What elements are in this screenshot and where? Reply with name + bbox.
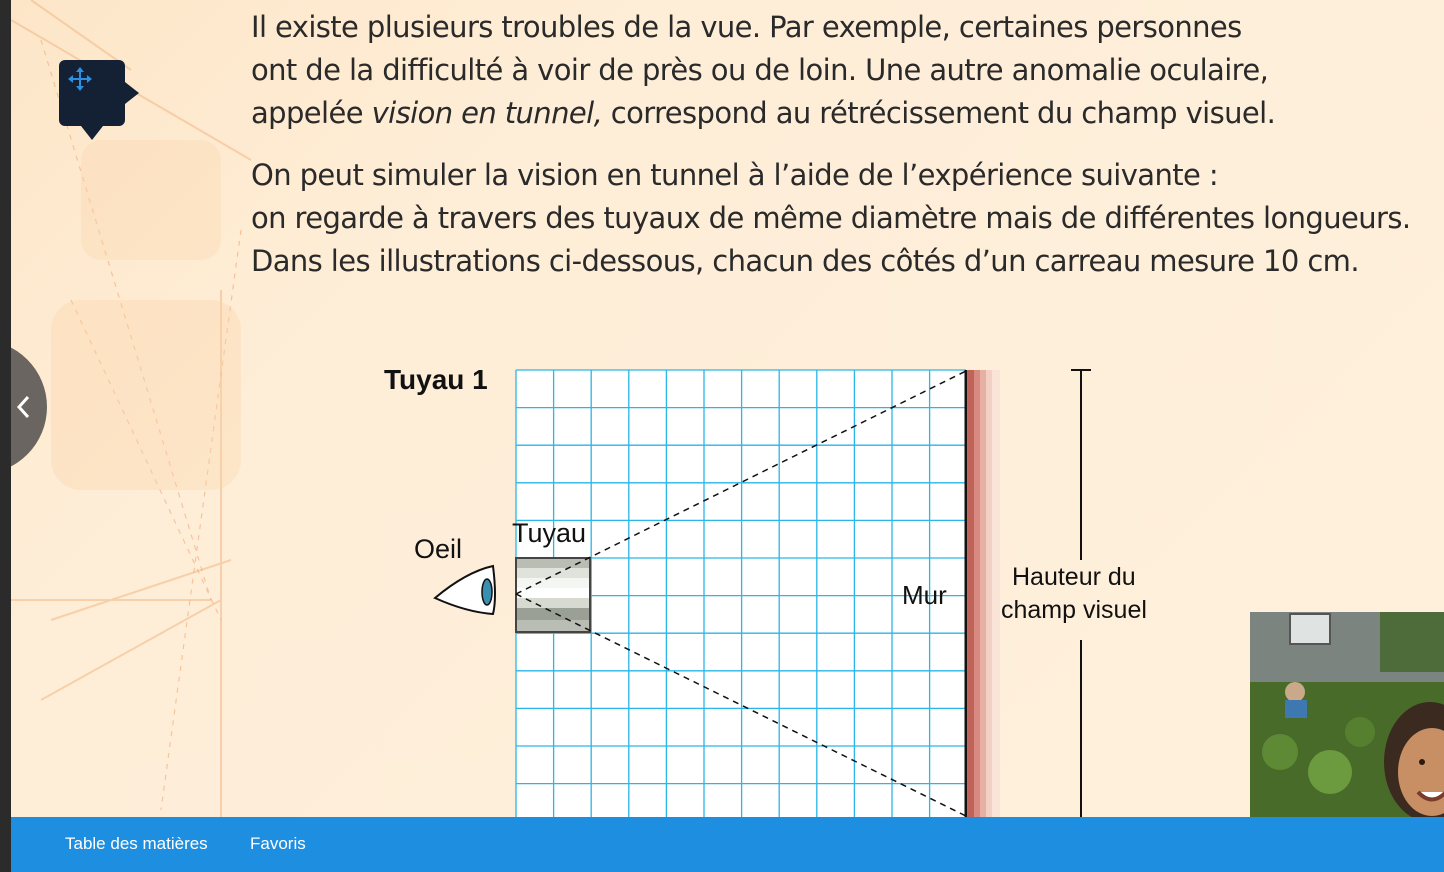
pipe-label: Tuyau bbox=[512, 518, 587, 548]
table-of-contents-button[interactable]: Table des matières bbox=[65, 834, 208, 853]
intro-p2-line1: On peut simuler la vision en tunnel à l’aide de l’expérience suivante : bbox=[251, 158, 1219, 192]
photo-illustration bbox=[1250, 612, 1444, 817]
intro-term-vision-en-tunnel: vision en tunnel, bbox=[371, 96, 603, 130]
favorites-button[interactable]: Favoris bbox=[250, 834, 306, 853]
bottom-toolbar bbox=[11, 817, 1444, 872]
field-label-line1: Hauteur du bbox=[1012, 563, 1136, 591]
eye-label: Oeil bbox=[414, 534, 463, 564]
page-content bbox=[11, 0, 1444, 817]
field-label-line2: champ visuel bbox=[1001, 596, 1147, 624]
intro-p1-line1: Il existe plusieurs troubles de la vue. Par exemple, certaines personnes bbox=[251, 10, 1242, 44]
child-photo bbox=[1250, 612, 1444, 817]
diagram-title: Tuyau 1 bbox=[384, 364, 488, 395]
field-height-marker bbox=[1071, 370, 1091, 817]
tunnel-vision-diagram bbox=[11, 0, 1444, 817]
wall-label: Mur bbox=[902, 580, 947, 610]
intro-p1-line2: ont de la difficulté à voir de près ou de loin. Une autre anomalie oculaire, bbox=[251, 53, 1269, 87]
wall bbox=[966, 370, 1000, 817]
left-window-edge bbox=[0, 0, 11, 872]
intro-p1-line3-end: correspond au rétrécissement du champ visuel. bbox=[602, 96, 1276, 130]
pipe bbox=[516, 558, 590, 632]
eye-icon bbox=[435, 566, 495, 614]
intro-p2-line3: Dans les illustrations ci-dessous, chacun des côtés d’un carreau mesure 10 cm. bbox=[251, 244, 1359, 278]
intro-p2-line2: on regarde à travers des tuyaux de même diamètre mais de différentes longueurs. bbox=[251, 201, 1411, 235]
intro-p1-line3-start: appelée bbox=[251, 96, 372, 130]
